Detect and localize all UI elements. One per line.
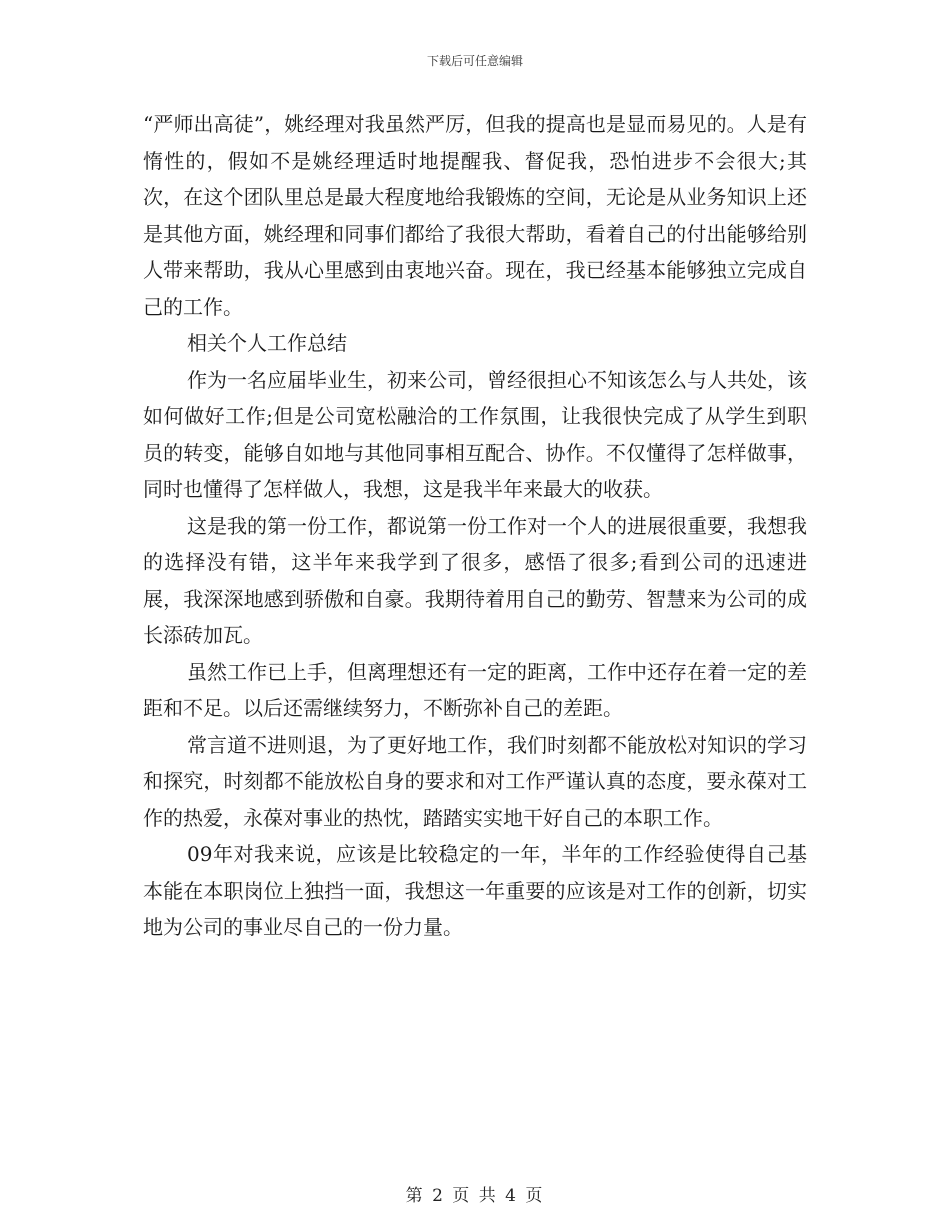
paragraph-3: 这是我的第一份工作，都说第一份工作对一个人的进展很重要，我想我的选择没有错，这半年来我学到了很多，感悟了很多;看到公司的迅速进展，我深深地感到骄傲和自豪。我期待着用自己的勤劳、智慧来为公司的成长添砖加瓦。 bbox=[143, 513, 807, 647]
paragraph-1: “严师出高徒”，姚经理对我虽然严厉，但我的提高也是显而易见的。人是有惰性的，假如不是姚经理适时地提醒我、督促我，恐怕进步不会很大;其次，在这个团队里总是最大程度地给我锻炼的空间，无论是从业务知识上还是其他方面，姚经理和同事们都给了我很大帮助，看着自己的付出能够给别人带来帮助，我从心里感到由衷地兴奋。现在，我已经基本能够独立完成自己的工作。 bbox=[143, 112, 807, 319]
paragraph-4: 虽然工作已上手，但离理想还有一定的距离，工作中还存在着一定的差距和不足。以后还需继续努力，不断弥补自己的差距。 bbox=[143, 659, 807, 720]
paragraph-2: 作为一名应届毕业生，初来公司，曾经很担心不知该怎么与人共处，该如何做好工作;但是公司宽松融洽的工作氛围，让我很快完成了从学生到职员的转变，能够自如地与其他同事相互配合、协作。不仅懂得了怎样做事，同时也懂得了怎样做人，我想，这是我半年来最大的收获。 bbox=[143, 367, 807, 501]
document-body bbox=[143, 106, 807, 946]
page-header: 下载后可任意编辑 bbox=[426, 54, 523, 68]
paragraph-5: 常言道不进则退，为了更好地工作，我们时刻都不能放松对知识的学习和探究，时刻都不能放松自身的要求和对工作严谨认真的态度，要永葆对工作的热爱，永葆对事业的热忱，踏踏实实地干好自己的本职工作。 bbox=[143, 732, 807, 830]
section-heading: 相关个人工作总结 bbox=[187, 331, 347, 355]
page-number-footer: 第 2 页 共 4 页 bbox=[405, 1186, 545, 1206]
paragraph-6: 09年对我来说，应该是比较稳定的一年，半年的工作经验使得自己基本能在本职岗位上独挡一面，我想这一年重要的应该是对工作的创新，切实地为公司的事业尽自己的一份力量。 bbox=[143, 842, 807, 939]
